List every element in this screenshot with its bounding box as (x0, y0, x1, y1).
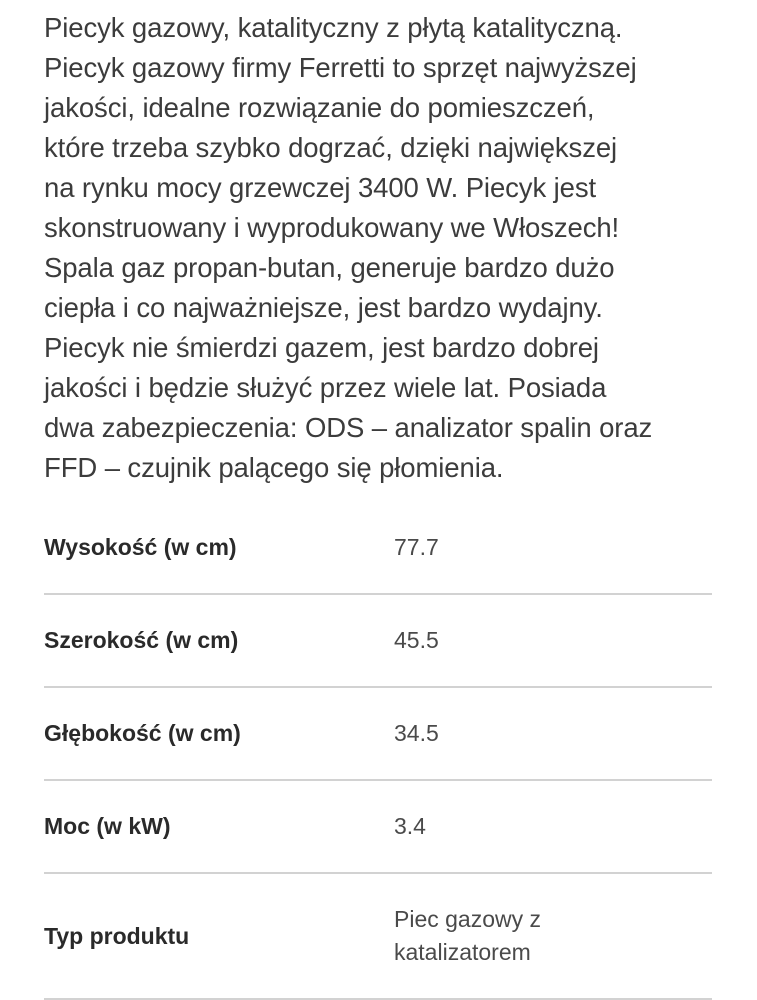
product-description (44, 8, 734, 488)
description-line: Piecyk gazowy, katalityczny z płytą katalityczną. (44, 12, 623, 43)
spec-row-depth (44, 688, 712, 781)
spec-value (394, 531, 712, 564)
description-line: jakości i będzie służyć przez wiele lat. Posiada (44, 372, 607, 403)
description-line: skonstruowany i wyprodukowany we Włoszech! (44, 212, 620, 243)
spec-value (394, 624, 712, 657)
spec-row-product-type (44, 874, 712, 1000)
spec-label: Typ produktu (44, 922, 190, 949)
spec-value-text: 3.4 (394, 813, 426, 839)
description-line: jakości, idealne rozwiązanie do pomieszczeń, (44, 92, 595, 123)
spec-label: Wysokość (w cm) (44, 534, 237, 560)
spec-row-power (44, 781, 712, 874)
spec-value (394, 810, 712, 843)
description-line: Piecyk gazowy firmy Ferretti to sprzęt najwyższej (44, 52, 637, 83)
spec-value-text: 34.5 (394, 720, 439, 746)
spec-value-text: katalizatorem (394, 939, 531, 965)
spec-label: Moc (w kW) (44, 813, 171, 839)
spec-label: Głębokość (w cm) (44, 720, 241, 746)
spec-value (394, 717, 712, 750)
description-line: na rynku mocy grzewczej 3400 W. Piecyk jest (44, 172, 597, 203)
spec-value-text: 45.5 (394, 627, 439, 653)
description-line: dwa zabezpieczenia: ODS – analizator spalin oraz (44, 412, 653, 443)
description-line: ciepła i co najważniejsze, jest bardzo wydajny. (44, 292, 603, 323)
description-line: które trzeba szybko dogrzać, dzięki największej (44, 132, 618, 163)
spec-row-height (44, 502, 712, 595)
spec-value-text: Piec gazowy z (394, 906, 542, 932)
spec-table (44, 502, 712, 1000)
description-line: Spala gaz propan-butan, generuje bardzo dużo (44, 252, 615, 283)
spec-value-text: 77.7 (394, 534, 439, 560)
description-line: FFD – czujnik palącego się płomienia. (44, 452, 504, 483)
spec-label: Szerokość (w cm) (44, 627, 239, 653)
spec-value (394, 903, 712, 969)
spec-row-width (44, 595, 712, 688)
description-line: Piecyk nie śmierdzi gazem, jest bardzo dobrej (44, 332, 599, 363)
